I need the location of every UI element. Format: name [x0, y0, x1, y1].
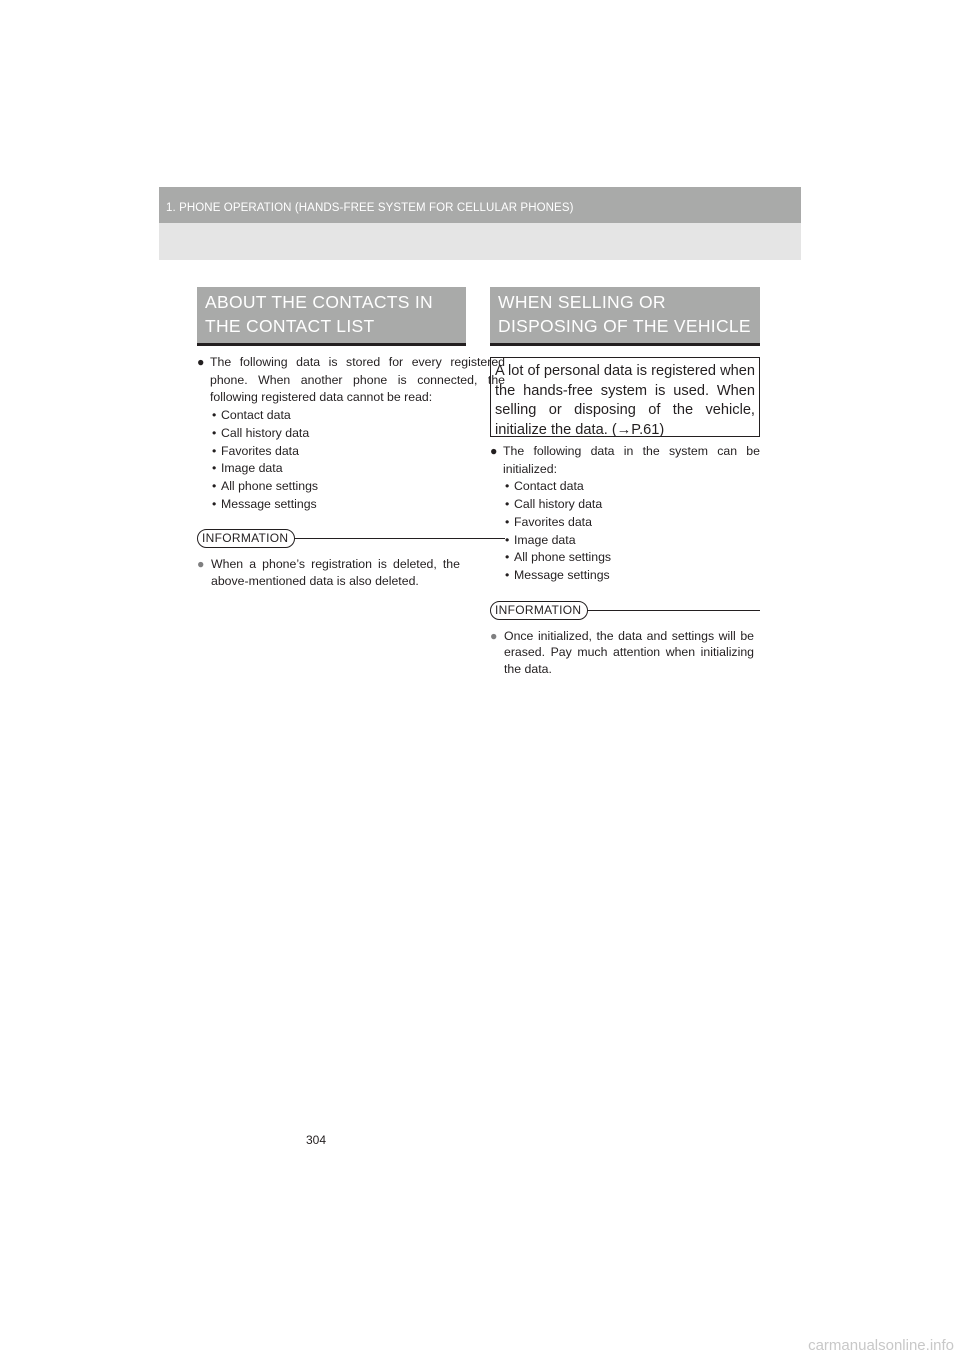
section-heading-contacts	[197, 287, 466, 346]
list-item: • Image data	[212, 460, 505, 478]
intro-box	[490, 357, 760, 437]
list-item: • Call history data	[505, 496, 760, 514]
list-item: • Contact data	[212, 407, 505, 425]
sub-bullet-icon: •	[505, 550, 510, 565]
list-item: • Message settings	[212, 496, 505, 514]
chapter-title: 1. PHONE OPERATION (HANDS-FREE SYSTEM FOR CELLULAR PHONES)	[166, 202, 574, 214]
intro-text: A lot of personal data is registered when the hands-free system is used. When selling or disposing of the vehicle, initialize the data. (→P.61)	[495, 363, 755, 438]
bullet-text: The following data in the system can be initialized:	[503, 444, 760, 476]
section-title-line2: THE CONTACT LIST	[205, 316, 375, 336]
sub-bullet-icon: •	[505, 532, 510, 547]
chapter-header-bar	[159, 187, 801, 223]
information-block	[490, 601, 760, 678]
sub-bullet-icon: •	[212, 443, 217, 458]
sub-bullet-icon: •	[505, 567, 510, 582]
list-item: • Message settings	[505, 567, 760, 585]
list-item: • Image data	[505, 532, 760, 550]
sub-bullet-icon: •	[505, 497, 510, 512]
information-rule	[294, 538, 505, 539]
information-label: INFORMATION	[197, 529, 295, 548]
information-note	[197, 556, 460, 589]
information-rule	[587, 610, 760, 611]
information-block	[197, 529, 505, 589]
information-text: When a phone’s registration is deleted, the above-mentioned data is also deleted.	[211, 557, 460, 588]
list-item: • All phone settings	[212, 478, 505, 496]
section-title-line2: DISPOSING OF THE VEHICLE	[498, 316, 751, 336]
section-title-line1: ABOUT THE CONTACTS IN	[205, 292, 433, 312]
sub-bullet-icon: •	[212, 496, 217, 511]
header-band	[159, 187, 801, 260]
page-number: 304	[306, 1133, 327, 1147]
right-column	[490, 287, 760, 677]
watermark: carmanualsonline.info	[808, 1337, 954, 1354]
sub-bullet-icon: •	[212, 408, 217, 423]
bullet-paragraph	[197, 354, 505, 513]
list-item: • Contact data	[505, 478, 760, 496]
bullet-icon: ●	[490, 628, 498, 643]
sub-bullet-icon: •	[212, 461, 217, 476]
list-item: • Favorites data	[212, 443, 505, 461]
bullet-icon: ●	[490, 444, 498, 458]
section-heading-selling	[490, 287, 760, 346]
list-item: • Favorites data	[505, 514, 760, 532]
section-title-line1: WHEN SELLING OR	[498, 292, 666, 312]
list-item: • All phone settings	[505, 549, 760, 567]
bullet-text: The following data is stored for every registered phone. When another phone is connected, the following registered data cannot be read:	[210, 355, 505, 405]
information-note	[490, 628, 754, 678]
bullet-icon: ●	[197, 355, 205, 369]
sub-bullet-icon: •	[212, 425, 217, 440]
left-column	[197, 287, 505, 590]
information-text: Once initialized, the data and settings will be erased. Pay much attention when initializing the data.	[504, 628, 754, 676]
sub-bullet-icon: •	[505, 479, 510, 494]
bullet-paragraph	[490, 443, 760, 585]
bullet-icon: ●	[197, 557, 205, 572]
sub-bullet-icon: •	[212, 478, 217, 493]
sub-bullet-icon: •	[505, 514, 510, 529]
data-list	[210, 407, 505, 513]
data-list	[503, 478, 760, 584]
information-label: INFORMATION	[490, 601, 588, 620]
list-item: • Call history data	[212, 425, 505, 443]
